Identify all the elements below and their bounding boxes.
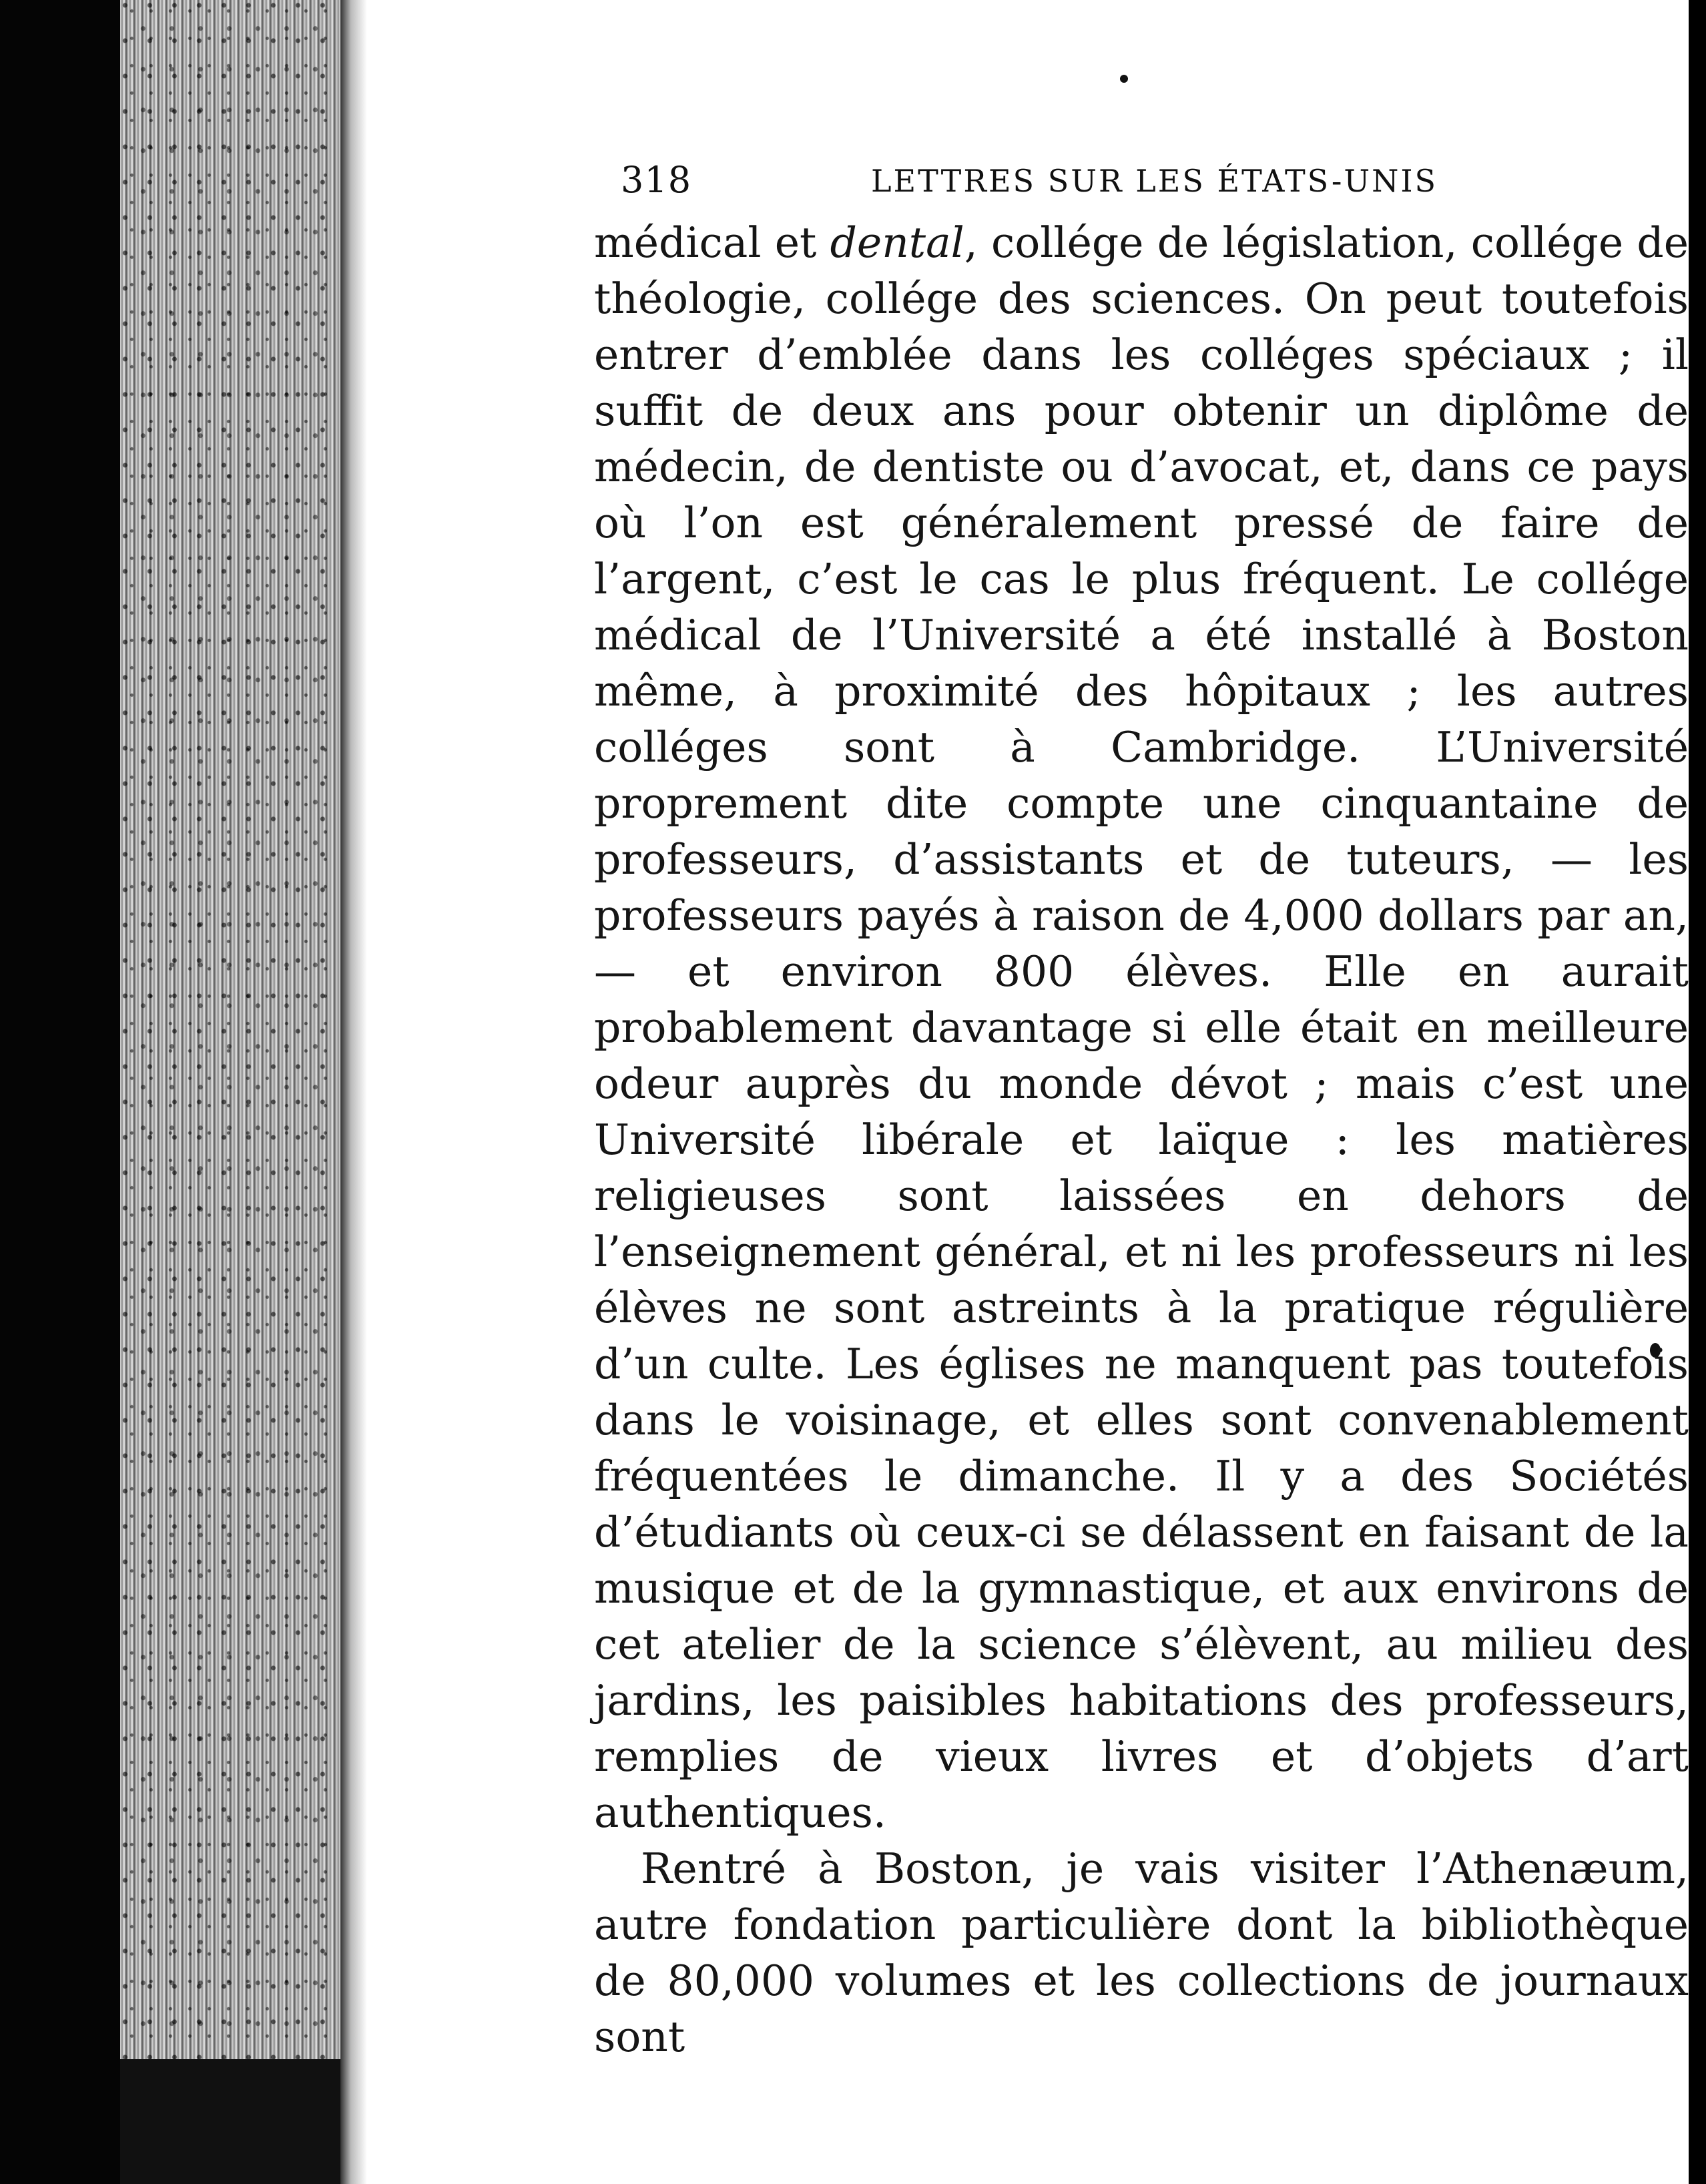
paragraph: Rentré à Boston, je vais visiter l’Athenæum, autre fondation particulière dont la bibliothèque de 80,000 volumes et les collections de journaux sont <box>594 1844 1689 2061</box>
gutter-shadow <box>340 0 367 2184</box>
book-spine <box>0 0 120 2184</box>
page-edge-shadow <box>120 2059 340 2184</box>
scan-border <box>1689 0 1706 2184</box>
text-run: , collége de législation, collége de théologie, collége des sciences. On peut toutefois entrer d’emblée dans les colléges spéciaux ; il suffit de deux ans pour obtenir un diplôme de médecin, de dentiste ou d’avocat, et, dans ce pays où l’on est généralement pressé de faire de l’argent, c’est le cas le plus fréquent. Le collége médical de l’Université a été installé à Boston même, à proximité des hôpitaux ; les autres colléges sont à Cambridge. L’Université proprement dite compte une cinquantaine de professeurs, d’assistants et de tuteurs, — les professeurs payés à raison de 4,000 dollars par an, — et environ 800 élèves. Elle en aurait probablement davantage si elle était en meilleure odeur auprès du monde dévot ; mais c’est une Université libérale et laïque : les matières religieuses sont laissées en dehors de l’enseignement général, et ni les professeurs ni les élèves ne sont astreints à la pratique régulière d’un culte. Les églises ne manquent pas toutefois dans le voisinage, et elles sont convenablement fréquentées le dimanche. Il y a des Sociétés d’étudiants où ceux-ci se délassent en faisant de la musique et de la gymnastique, et aux environs de cet atelier de la science s’élèvent, au milieu des jardins, les paisibles habitations des professeurs, remplies de vieux livres et d’objets d’art authentiques. <box>594 218 1689 1837</box>
page-number: 318 <box>621 159 692 201</box>
running-header <box>621 159 1682 212</box>
italic-term: dental <box>830 218 964 267</box>
page-edges <box>120 0 340 2059</box>
running-title: LETTRES SUR LES ÉTATS-UNIS <box>871 163 1438 199</box>
text-run: médical et <box>594 218 830 267</box>
paragraph <box>594 215 1689 1841</box>
book-page <box>340 0 1706 2184</box>
body-text <box>594 215 1689 2065</box>
ink-speck <box>1120 75 1128 83</box>
